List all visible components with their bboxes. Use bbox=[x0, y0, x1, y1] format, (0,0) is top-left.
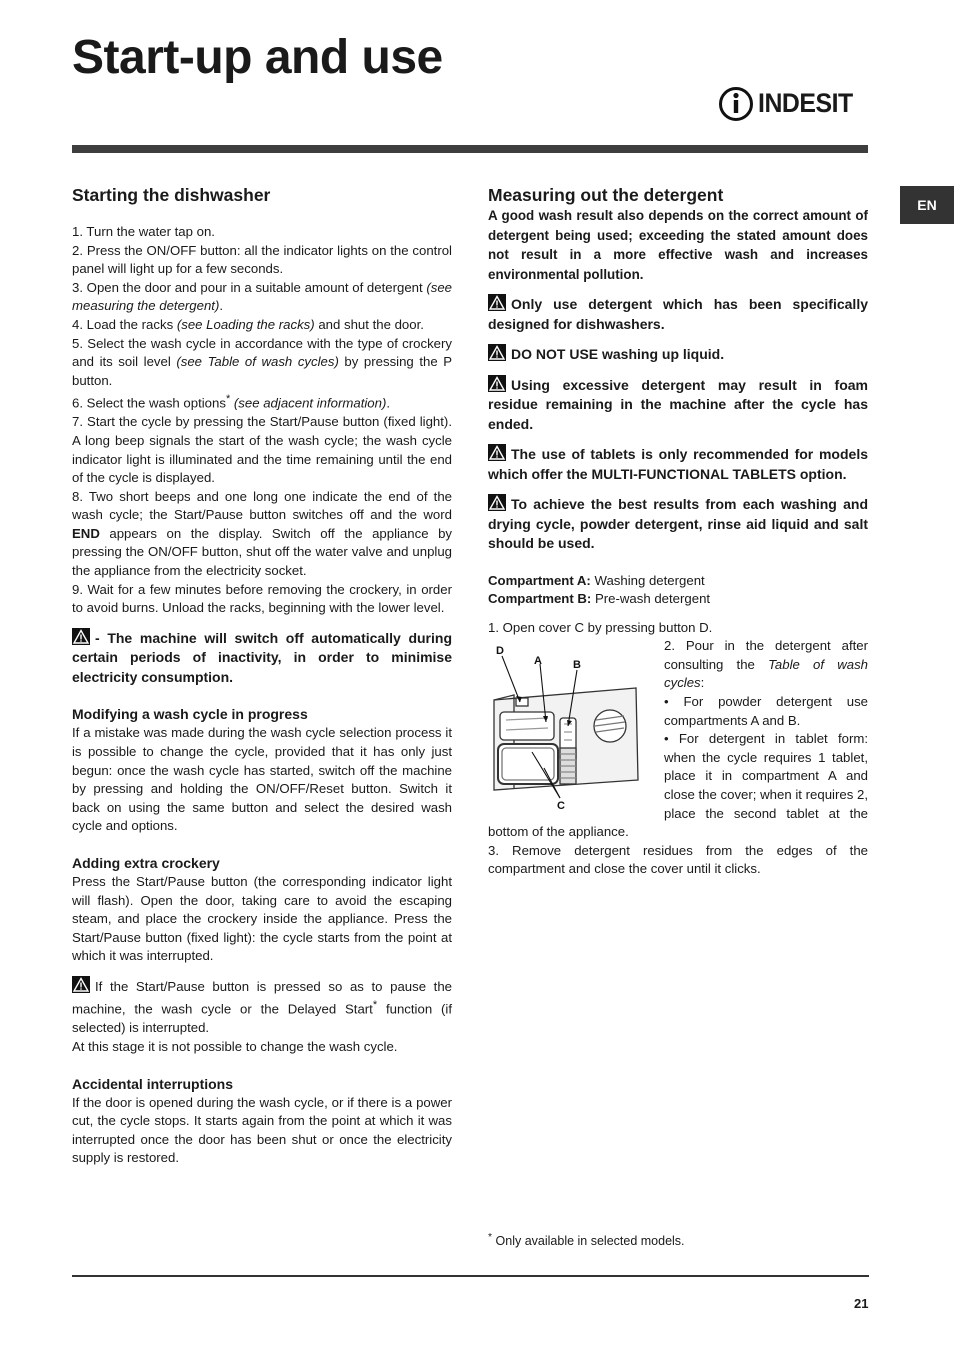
warning-icon bbox=[488, 444, 506, 461]
page-number: 21 bbox=[854, 1296, 869, 1311]
step-7: 7. Start the cycle by pressing the Start/Pause button (fixed light). A long beep signals the start of the wash cycle; the wash cycle indicator light is illuminated and the time remaining until the end of the cycle is displayed. bbox=[72, 414, 452, 486]
auto-off-warning: - The machine will switch off automatically during certain periods of inactivity, in order to minimise electricity consumption. bbox=[72, 629, 452, 685]
warning-icon bbox=[72, 976, 90, 993]
detergent-step-1: 1. Open cover C by pressing button D. bbox=[488, 619, 713, 635]
page-title: Start-up and use bbox=[72, 31, 443, 84]
header-divider bbox=[72, 145, 868, 153]
compartment-a: Compartment A: Washing detergent bbox=[488, 572, 705, 588]
steps-list bbox=[72, 223, 452, 618]
starting-heading: Starting the dishwasher bbox=[72, 185, 271, 205]
powder-bullet: • For powder detergent use compartments A and B. bbox=[664, 694, 868, 728]
step-8: 8. Two short beeps and one long one indicate the end of the wash cycle; the Start/Pause button switches off and the word END appears on the display. Switch off the appliance by pressing the ON/OFF button, shut off the water valve and unplug the appliance from the electricity socket. bbox=[72, 488, 452, 579]
warning-2: DO NOT USE washing up liquid. bbox=[488, 344, 868, 365]
label-b: B bbox=[573, 659, 581, 672]
asterisk: * bbox=[488, 1232, 493, 1243]
warning-4: The use of tablets is only recommended for models which offer the MULTI-FUNCTIONAL TABLETS option. bbox=[488, 446, 868, 482]
label-d: D bbox=[496, 645, 504, 658]
detergent-heading: Measuring out the detergent bbox=[488, 185, 724, 205]
pause-note-line2: At this stage it is not possible to change the wash cycle. bbox=[72, 1039, 398, 1055]
accidental-body: If the door is opened during the wash cycle, or if there is a power cut, the cycle stops. It starts again from the point at which it was interrupted once the door has been shut or once the electricity supply is restored. bbox=[72, 1094, 452, 1166]
warning-icon bbox=[488, 344, 506, 361]
warning-icon bbox=[72, 628, 90, 645]
warning-icon bbox=[488, 375, 506, 392]
pause-note: If the Start/Pause button is pressed so as to pause the machine, the wash cycle or the Delayed Start* function (if selected) is interrupted. bbox=[72, 976, 452, 1038]
detergent-dispenser-diagram bbox=[488, 640, 656, 812]
label-a: A bbox=[534, 655, 542, 668]
step-4: 4. Load the racks (see Loading the racks) and shut the door. bbox=[72, 316, 424, 332]
warning-icon bbox=[488, 294, 506, 311]
adding-heading: Adding extra crockery bbox=[72, 854, 220, 871]
adding-body: Press the Start/Pause button (the corresponding indicator light will flash). Open the door, taking care to avoid the escaping steam, and place the crockery inside the appliance. Press the Start/Pause button (fixed light): the cycle starts from the point at which it was interrupted. bbox=[72, 873, 452, 964]
step-1: 1. Turn the water tap on. bbox=[72, 224, 215, 239]
asterisk: * bbox=[225, 393, 231, 406]
right-column bbox=[488, 184, 868, 879]
asterisk: * bbox=[372, 999, 378, 1012]
warning-3: Using excessive detergent may result in foam residue remaining in the machine after the cycle has ended. bbox=[488, 376, 868, 432]
detergent-step-3: 3. Remove detergent residues from the edges of the compartment and close the cover until it clicks. bbox=[488, 842, 868, 877]
left-column bbox=[72, 184, 452, 1168]
footer-divider bbox=[72, 1275, 869, 1277]
compartment-b: Compartment B: Pre-wash detergent bbox=[488, 591, 711, 607]
step-2: 2. Press the ON/OFF button: all the indicator lights on the control panel will light up for a few seconds. bbox=[72, 242, 452, 277]
warning-icon bbox=[488, 494, 506, 511]
modifying-body: If a mistake was made during the wash cycle selection process it is possible to change the cycle, provided that it has only just begun: once the wash cycle has started, switch off the machine by pressing and holding the ON/OFF/Reset button. Switch it back on using the same button and select the desired wash cycle and options. bbox=[72, 725, 452, 834]
step-5: 5. Select the wash cycle in accordance with the type of crockery and its soil level (see Table of wash cycles) by pressing the P button. bbox=[72, 335, 453, 388]
detergent-intro: A good wash result also depends on the correct amount of detergent being used; exceeding the stated amount does not result in a more effective wash and increases environmental pollution. bbox=[488, 208, 868, 282]
warning-5: To achieve the best results from each washing and drying cycle, powder detergent, rinse aid liquid and salt should be used. bbox=[488, 496, 868, 551]
label-c: C bbox=[557, 800, 565, 813]
indesit-i-icon bbox=[718, 84, 754, 124]
footnote: * Only available in selected models. bbox=[488, 1232, 685, 1249]
tablet-bullet: • For detergent in tablet form: when the cycle requires 1 tablet, place it in compartment A and close the cover; when it requires 2, place the second tablet at the bottom of the appliance. bbox=[488, 731, 868, 840]
step-9: 9. Wait for a few minutes before removing the crockery, in order to avoid burns. Unload the racks, beginning with the lower level. bbox=[72, 581, 452, 616]
language-tab: EN bbox=[900, 186, 954, 224]
step-6: 6. Select the wash options* (see adjacent information). bbox=[72, 393, 391, 411]
step-3: 3. Open the door and pour in a suitable amount of detergent (see measuring the detergent). bbox=[72, 279, 452, 314]
indesit-logo bbox=[718, 84, 870, 124]
dispenser-figure-block bbox=[488, 637, 868, 842]
warning-1: Only use detergent which has been specifically designed for dishwashers. bbox=[488, 296, 868, 332]
modifying-heading: Modifying a wash cycle in progress bbox=[72, 706, 308, 723]
detergent-step-2: 2. Pour in the detergent after consulting the Table of wash cycles: bbox=[664, 638, 868, 691]
brand-name: INDESIT bbox=[758, 88, 853, 118]
accidental-heading: Accidental interruptions bbox=[72, 1075, 234, 1092]
